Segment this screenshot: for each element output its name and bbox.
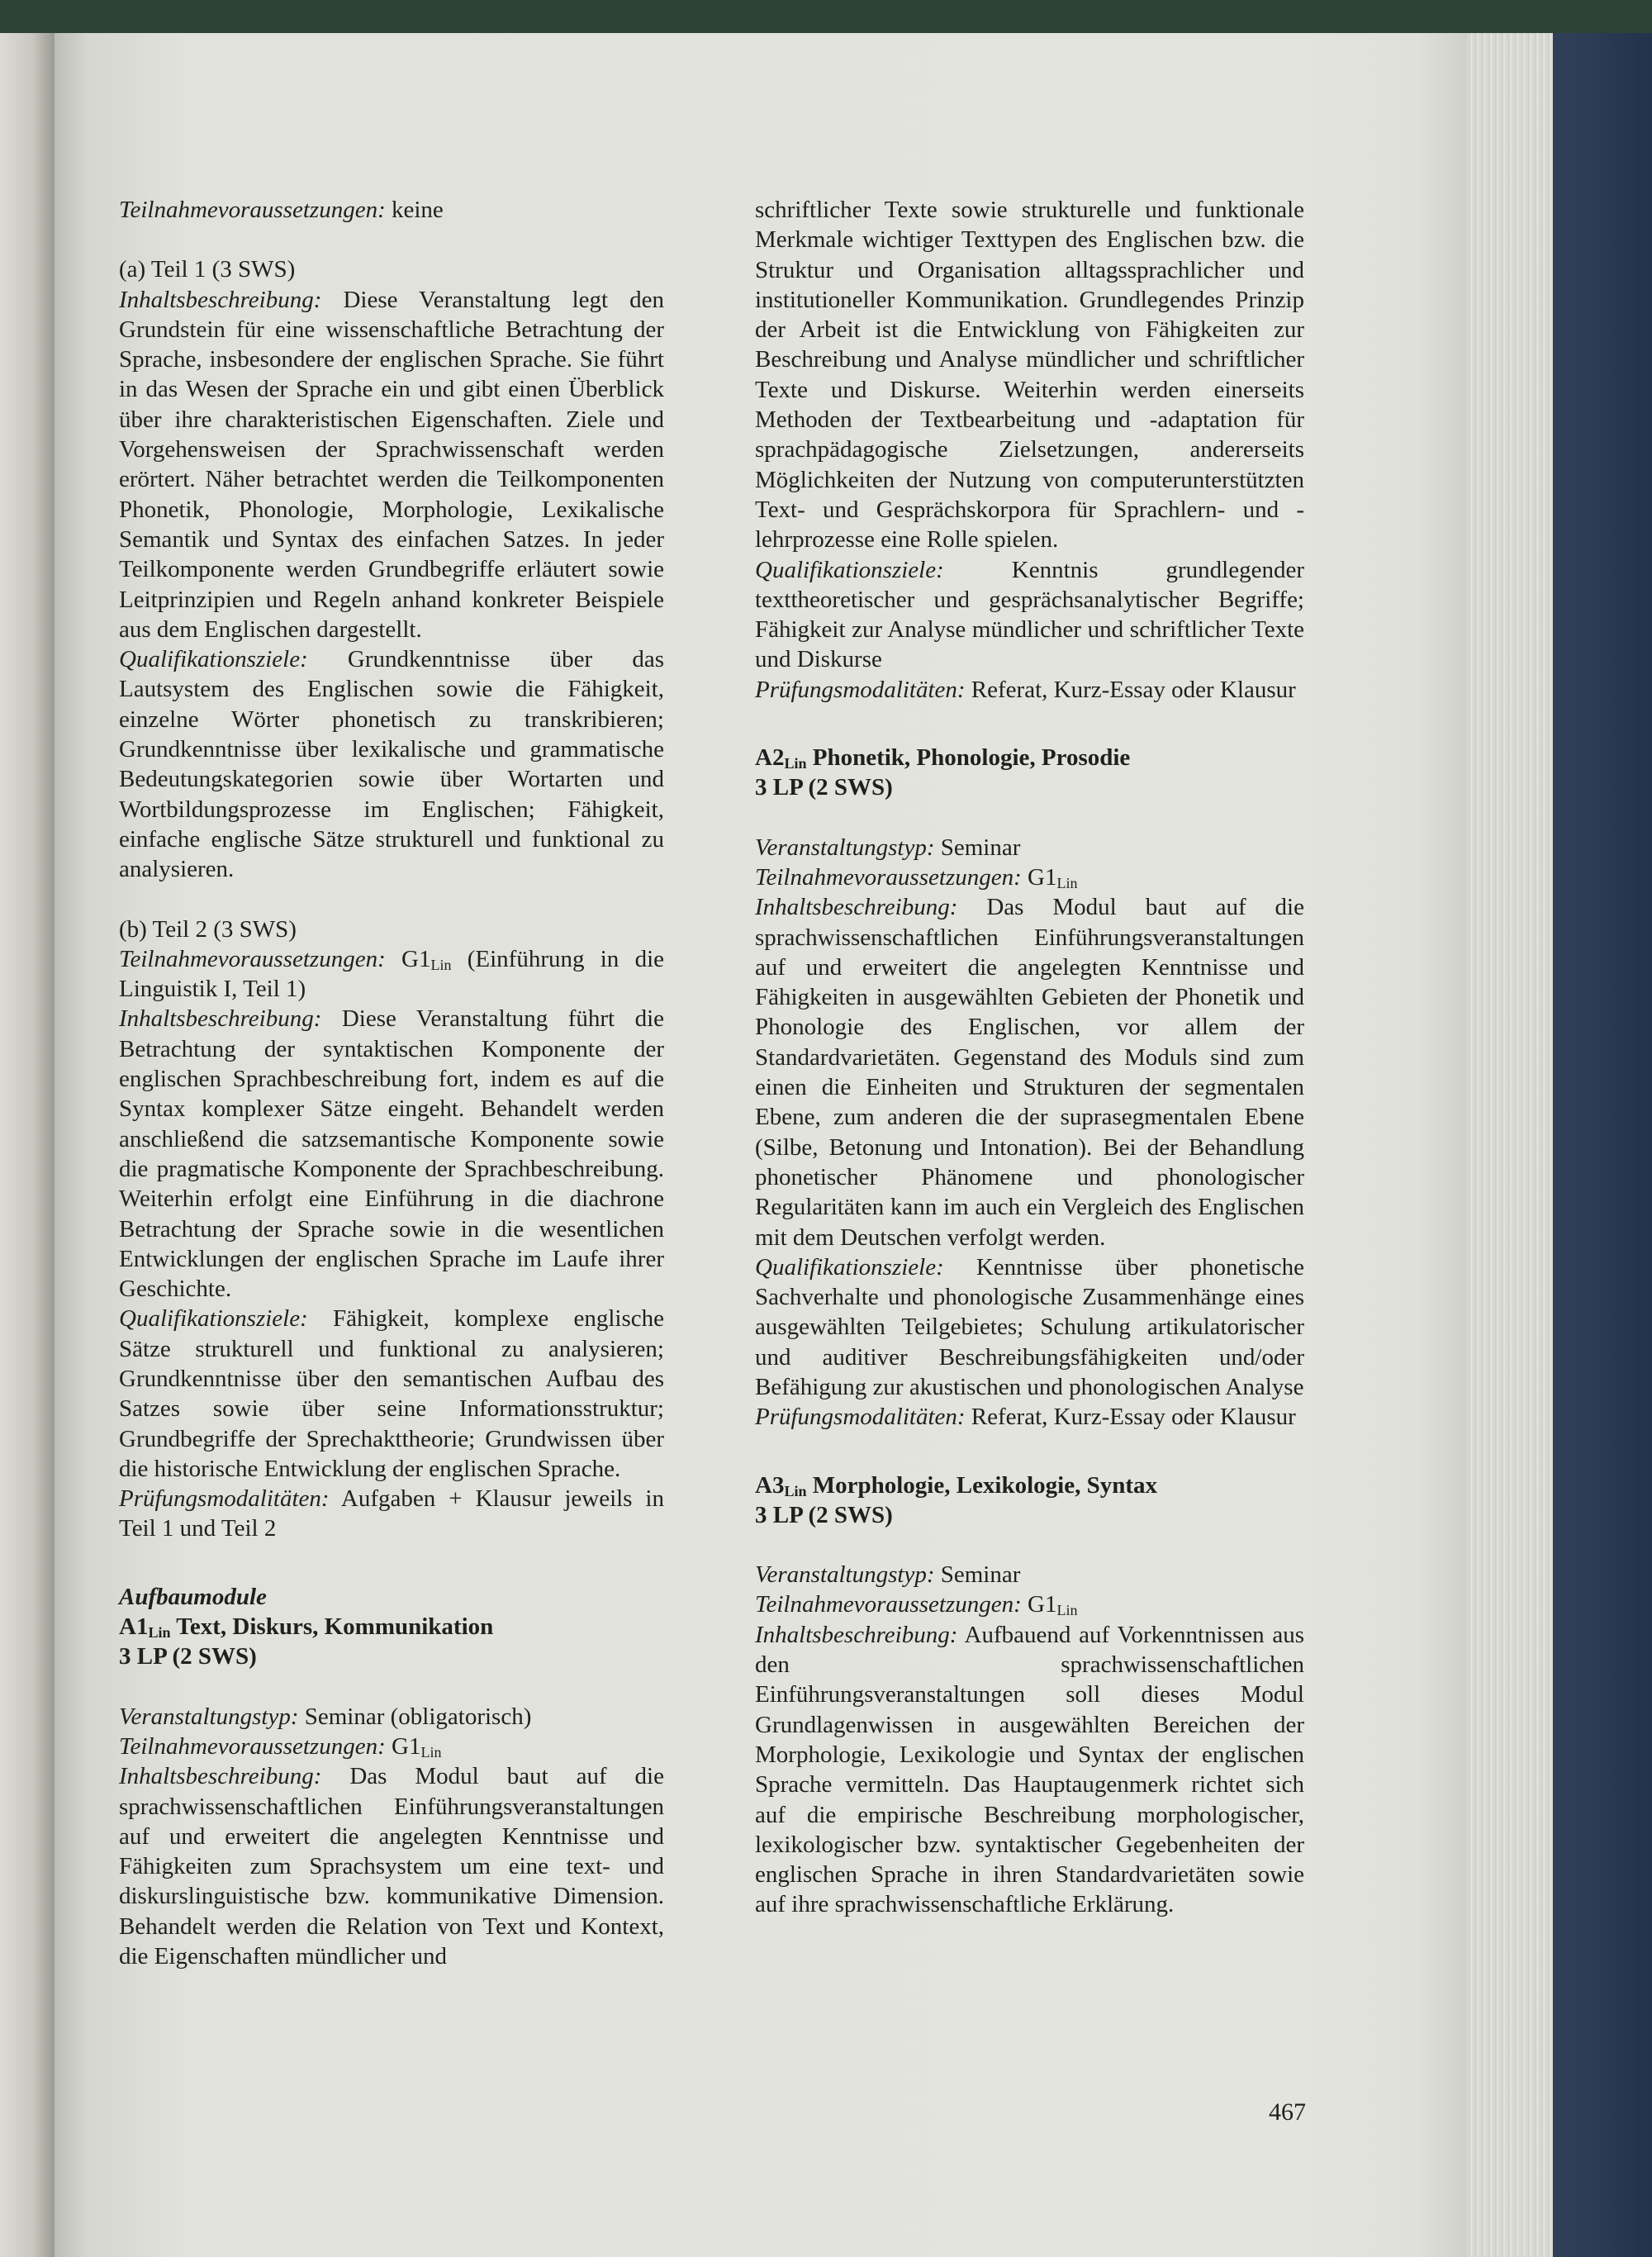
a1-credits: 3 LP (2 SWS) xyxy=(119,1643,257,1670)
a1-description: Inhaltsbeschreibung: Das Modul baut auf die sprachwissenschaftlichen Einführungsveranstaltungen auf und erweitert die angelegten Kenntnisse und Fähigkeiten zum Sprachsystem um eine text- und diskurslinguistische bzw. kommunikative Dimension. Behandelt werden die Relation von Text und Kontext, die Eigenschaften mündlicher und xyxy=(119,1763,664,1970)
book-cover-edge xyxy=(1553,33,1652,2257)
intro-prerequisites: Teilnahmevoraussetzungen: keine xyxy=(119,197,444,223)
a1-qualification: Qualifikationsziele: Kenntnis grundlegender texttheoretischer und gesprächsanalytischer Begriffe; Fähigkeit zur Analyse mündlicher und schriftlicher Texte und Diskurse xyxy=(755,556,1304,673)
aufbaumodule-title: Aufbaumodule xyxy=(119,1583,267,1610)
a2-qualification: Qualifikationsziele: Kenntnisse über phonetische Sachverhalte und phonologische Zusammenhänge eines ausgewählten Teilgebietes; Schulung artikulatorischer und auditiver Beschreibungsfähigkeiten und/oder Befähigung zur akustischen und phonologischen Analyse xyxy=(755,1253,1304,1400)
teil1-qualification: Qualifikationsziele: Grundkenntnisse über das Lautsystem des Englischen sowie die Fähigkeit, einzelne Wörter phonetisch zu transkribieren; Grundkenntnisse über lexikalische und grammatische Bedeutungskategorien sowie über Wortarten und Wortbildungsprozesse im Englischen; Fähigkeit, einfache englische Sätze strukturell und funktional zu analysieren. xyxy=(119,646,664,883)
teil1-description: Inhaltsbeschreibung: Diese Veranstaltung legt den Grundstein für eine wissenschaftliche Betrachtung der Sprache, insbesondere der englischen Sprache. Sie führt in das Wesen der Sprache ein und gibt einen Überblick über ihre charakteristischen Eigenschaften. Ziele und Vorgehensweisen der Sprachwissenschaft werden erörtert. Näher betrachtet werden die Teilkomponenten Phonetik, Phonologie, Morphologie, Lexikalische Semantik und Syntax des einfachen Satzes. In jeder Teilkomponente werden Grundbegriffe erläutert sowie Leitprinzipien und Regeln anhand konkreter Beispiele aus dem Englischen dargestellt. xyxy=(119,286,664,643)
a2-exam: Prüfungsmodalitäten: Referat, Kurz-Essay oder Klausur xyxy=(755,1404,1296,1431)
teil1-heading: (a) Teil 1 (3 SWS) xyxy=(119,256,296,283)
teil2-exam: Prüfungsmodalitäten: Aufgaben + Klausur jeweils in Teil 1 und Teil 2 xyxy=(119,1485,664,1542)
a2-type: Veranstaltungstyp: Seminar xyxy=(755,834,1021,861)
a2-description: Inhaltsbeschreibung: Das Modul baut auf die sprachwissenschaftlichen Einführungsveranstaltungen auf und erweitert die angelegten Kenntnisse und Fähigkeiten in ausgewählten Gebieten der Phonetik und Phonologie des Englischen, vor allem der Standardvarietäten. Gegenstand des Moduls sind zum einen die Einheiten und Strukturen der segmentalen Ebene, zum anderen die der suprasegmentalen Ebene (Silbe, Betonung und Intonation). Bei der Behandlung phonetischer Phänomene und phonologischer Regularitäten kann im auch ein Vergleich des Englischen mit dem Deutschen verfolgt werden. xyxy=(755,894,1304,1251)
page-number: 467 xyxy=(1269,2098,1306,2126)
right-column xyxy=(755,195,1304,1920)
teil2-qualification: Qualifikationsziele: Fähigkeit, komplexe englische Sätze strukturell und funktional zu analysieren; Grundkenntnisse über den semantischen Aufbau des Satzes sowie über seine Informationsstruktur; Grundbegriffe der Sprechakttheorie; Grundwissen über die historische Entwicklung der englischen Sprache. xyxy=(119,1305,664,1482)
a2-title: $A2_{Lin}$ Phonetik, Phonologie, Prosodie xyxy=(755,744,1131,772)
a1-prerequisites: Teilnahmevoraussetzungen: $G1_{Lin}$ xyxy=(119,1732,442,1760)
teil2-prerequisites: Teilnahmevoraussetzungen: $G1_{Lin}$ (Einführung in die Linguistik I, Teil 1) xyxy=(119,945,664,1003)
a1-type: Veranstaltungstyp: Seminar (obligatorisch) xyxy=(119,1703,532,1730)
page-stack-edge xyxy=(1467,33,1553,2257)
a3-prerequisites: Teilnahmevoraussetzungen: $G1_{Lin}$ xyxy=(755,1591,1078,1619)
teil2-heading: (b) Teil 2 (3 SWS) xyxy=(119,915,297,943)
a1-title: $A1_{Lin}$ Text, Diskurs, Kommunikation xyxy=(119,1613,494,1642)
a2-credits: 3 LP (2 SWS) xyxy=(755,774,893,801)
a3-description: Inhaltsbeschreibung: Aufbauend auf Vorkenntnissen aus den sprachwissenschaftlichen Einführungsveranstaltungen soll dieses Modul Grundlagenwissen in ausgewählten Bereichen der Morphologie, Lexikologie und Syntax der englischen Sprache vermitteln. Das Hauptaugenmerk richtet sich auf die empirische Beschreibung morphologischer, lexikologischer bzw. syntaktischer Gegebenheiten der englischen Sprache in ihren Standardvarietäten sowie auf ihre sprachwissenschaftliche Erklärung. xyxy=(755,1621,1304,1918)
a1-description-continued: schriftlicher Texte sowie strukturelle und funktionale Merkmale wichtiger Texttypen des Englischen bzw. die Struktur und Organisation alltagssprachlicher und institutioneller Kommunikation. Grundlegendes Prinzip der Arbeit ist die Entwicklung von Fähigkeiten zur Beschreibung und Analyse mündlicher und schriftlicher Texte und Diskurse. Weiterhin werden einerseits Methoden der Textbearbeitung und -adaptation für sprachpädagogische Zielsetzungen, andererseits Möglichkeiten der Nutzung von computerunterstützten Text- und Gesprächskorpora für Sprachlern- und -lehrprozesse eine Rolle spielen. xyxy=(755,197,1304,554)
a2-prerequisites: Teilnahmevoraussetzungen: $G1_{Lin}$ xyxy=(755,863,1078,891)
previous-page-edge xyxy=(0,33,55,2257)
teil2-description: Inhaltsbeschreibung: Diese Veranstaltung führt die Betrachtung der syntaktischen Komponente der englischen Sprachbeschreibung fort, indem es auf die Syntax komplexer Sätze eingeht. Behandelt werden anschließend die satzsemantische Komponente sowie die pragmatische Komponente der Sprachbeschreibung. Weiterhin erfolgt eine Einführung in die diachrone Betrachtung der Sprache sowie in die wesentlichen Entwicklungen der englischen Sprache im Laufe ihrer Geschichte. xyxy=(119,1005,664,1303)
a3-type: Veranstaltungstyp: Seminar xyxy=(755,1561,1021,1589)
a1-exam: Prüfungsmodalitäten: Referat, Kurz-Essay oder Klausur xyxy=(755,676,1296,703)
a3-credits: 3 LP (2 SWS) xyxy=(755,1501,893,1528)
left-column xyxy=(119,195,664,1971)
a3-title: $A3_{Lin}$ Morphologie, Lexikologie, Syntax xyxy=(755,1471,1158,1499)
